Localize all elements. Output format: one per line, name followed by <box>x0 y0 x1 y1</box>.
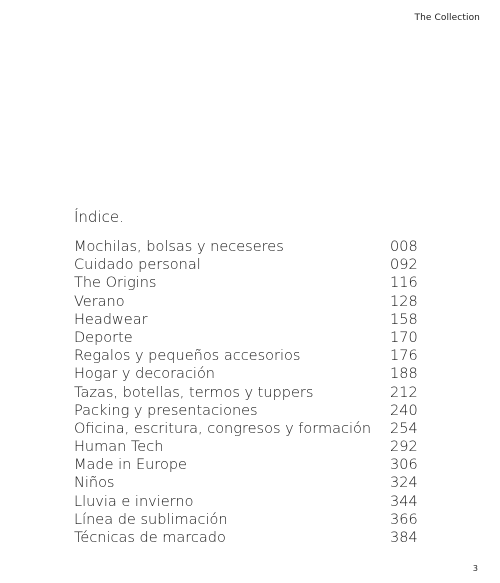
index-entry-label: Hogar y decoración <box>74 366 215 383</box>
index-entry[interactable] <box>74 402 424 420</box>
page-number: 3 <box>472 564 478 573</box>
index-entry-label: The Origins <box>74 275 157 292</box>
index-entry[interactable] <box>74 511 424 529</box>
index-entry-page: 188 <box>390 366 418 383</box>
index-entry-page: 176 <box>390 348 418 365</box>
index-entry[interactable] <box>74 456 424 474</box>
index-entry[interactable] <box>74 365 424 383</box>
index-entry[interactable] <box>74 311 424 329</box>
index-entry[interactable] <box>74 329 424 347</box>
index-entry[interactable] <box>74 238 424 256</box>
index-entry-label: Deporte <box>74 329 133 346</box>
index-entry[interactable] <box>74 347 424 365</box>
index-entry[interactable] <box>74 529 424 547</box>
index-entry-label: Tazas, botellas, termos y tuppers <box>74 384 314 401</box>
index-entry-page: 212 <box>390 384 418 401</box>
index-entry-page: 158 <box>390 311 418 328</box>
index-entry-page: 170 <box>390 329 418 346</box>
index-entry-label: Regalos y pequeños accesorios <box>74 348 301 365</box>
index-entry[interactable] <box>74 474 424 492</box>
index-entry-label: Made in Europe <box>74 457 187 474</box>
index-entry-label: Lluvia e invierno <box>74 493 194 510</box>
index-entry-label: Niños <box>74 475 115 492</box>
index-entry-page: 254 <box>390 420 418 437</box>
index-entry-page: 344 <box>390 493 418 510</box>
index-entry-label: Cuidado personal <box>74 257 201 274</box>
index-entry-page: 384 <box>390 530 418 546</box>
index-list <box>74 238 424 547</box>
index-entry-page: 116 <box>390 275 418 292</box>
index-entry[interactable] <box>74 438 424 456</box>
index-entry-page: 306 <box>390 457 418 474</box>
index-entry-label: Human Tech <box>74 439 164 456</box>
index-title: Índice. <box>74 208 124 226</box>
index-entry[interactable] <box>74 493 424 511</box>
index-entry-label: Verano <box>74 293 125 310</box>
index-entry-label: Packing y presentaciones <box>74 402 258 419</box>
index-entry-page: 092 <box>390 257 418 274</box>
index-entry[interactable] <box>74 293 424 311</box>
index-entry-page: 008 <box>390 239 418 255</box>
index-entry-label: Headwear <box>74 311 148 328</box>
index-entry[interactable] <box>74 420 424 438</box>
index-entry-label: Línea de sublimación <box>74 511 228 528</box>
index-entry-page: 128 <box>390 293 418 310</box>
index-entry-page: 324 <box>390 475 418 492</box>
index-entry-page: 240 <box>390 402 418 419</box>
index-entry[interactable] <box>74 384 424 402</box>
index-entry[interactable] <box>74 256 424 274</box>
index-entry-label: Oficina, escritura, congresos y formación <box>74 420 372 437</box>
index-entry-page: 366 <box>390 511 418 528</box>
index-entry-label: Técnicas de marcado <box>74 530 226 546</box>
index-entry-label: Mochilas, bolsas y neceseres <box>74 239 284 255</box>
index-entry[interactable] <box>74 274 424 292</box>
index-entry-page: 292 <box>390 439 418 456</box>
collection-header-label: The Collection <box>414 13 480 23</box>
index-section <box>74 208 424 547</box>
